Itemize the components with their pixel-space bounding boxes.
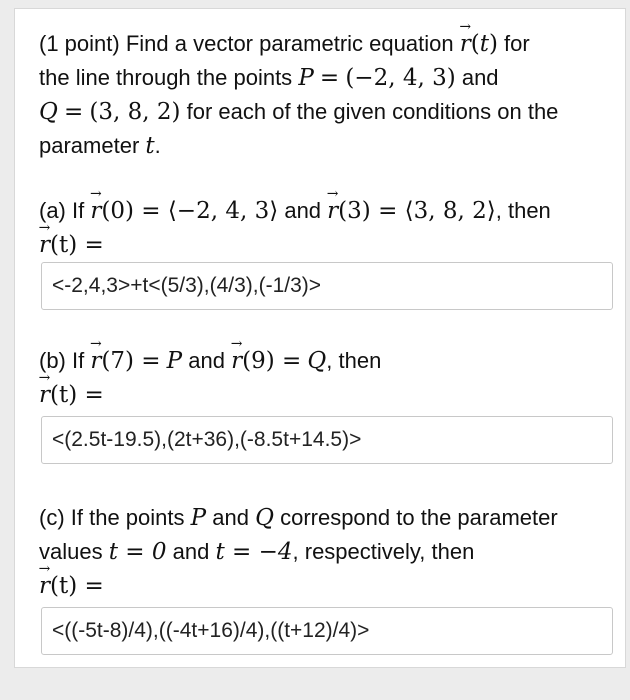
vector-r-symbol: → r [90,345,101,378]
vector-r-symbol: → r [90,195,101,228]
part-c-line-3 [39,569,611,603]
vector-r-symbol: → r [231,345,242,378]
vector-r-symbol: → r [460,28,471,61]
statement-line-1 [39,27,611,61]
point-q-symbol: Q [255,505,274,531]
point-q-symbol: Q [307,348,327,374]
statement-line-2 [39,61,611,95]
part-c-respectively: , respectively, then [292,539,475,564]
part-b-line-1 [39,344,611,378]
statement-and: and [461,65,499,90]
statement-text: Find a vector parametric equation [125,31,454,56]
part-b-condition-2: (9) = [242,348,302,374]
statement-conditions-text: for each of the given conditions on the [186,99,559,124]
part-c-rt-equals: (t) = [50,573,104,599]
part-c-values-text: values [39,539,103,564]
vector-r-symbol: → r [39,229,50,262]
equals-sign: = [319,65,340,91]
part-a-rt-equals: (t) = [50,232,104,258]
part-c-and: and [212,505,249,530]
part-b-line-2 [39,378,611,412]
part-c-prompt [39,501,611,603]
part-a-line-2 [39,228,611,262]
part-a-condition-1: (0) = ⟨−2, 4, 3⟩ [101,198,279,224]
statement-line-4 [39,129,611,163]
equals-sign: = [63,99,84,125]
part-c-line-2 [39,535,611,569]
part-a-condition-2: (3) = ⟨3, 8, 2⟩ [338,198,496,224]
part-b-label: (b) If [39,348,85,373]
part-a-prompt [39,194,611,262]
parameter-t-symbol: t [145,133,155,159]
problem-statement [39,27,611,163]
part-a-then: , then [495,198,551,223]
part-a-label: (a) If [39,198,85,223]
part-c-label: (c) If the points [39,505,185,530]
part-a-line-1 [39,194,611,228]
part-b-prompt [39,344,611,412]
problem-card [14,8,626,668]
part-b-rt-equals: (t) = [50,382,104,408]
point-p-symbol: P [166,348,183,374]
part-c-t-zero: t = 0 [108,539,167,565]
point-q-coords: (3, 8, 2) [89,99,181,125]
point-p-coords: (−2, 4, 3) [345,65,456,91]
points-label: (1 point) [39,31,120,56]
statement-parameter-text: parameter [39,133,140,158]
point-p-symbol: P [190,505,207,531]
part-b-answer-input[interactable] [41,416,613,464]
statement-for: for [504,31,530,56]
point-p-symbol: P [298,65,314,91]
vector-r-symbol: → r [39,570,50,603]
part-b-condition-1: (7) = [101,348,161,374]
point-q-symbol: Q [39,99,58,125]
part-a-and: and [284,198,322,223]
part-c-answer-input[interactable] [41,607,613,655]
paren-t: (t) [470,31,498,57]
part-a-answer-input[interactable] [41,262,613,310]
part-b-then: , then [326,348,382,373]
period: . [154,133,161,158]
part-c-t-neg4: t = −4 [215,539,293,565]
part-c-and-2: and [172,539,210,564]
statement-points-text: the line through the points [39,65,293,90]
part-c-text: correspond to the parameter [280,505,558,530]
vector-r-symbol: → r [327,195,338,228]
part-b-and: and [188,348,225,373]
vector-r-symbol: → r [39,379,50,412]
part-c-line-1 [39,501,611,535]
statement-line-3 [39,95,611,129]
